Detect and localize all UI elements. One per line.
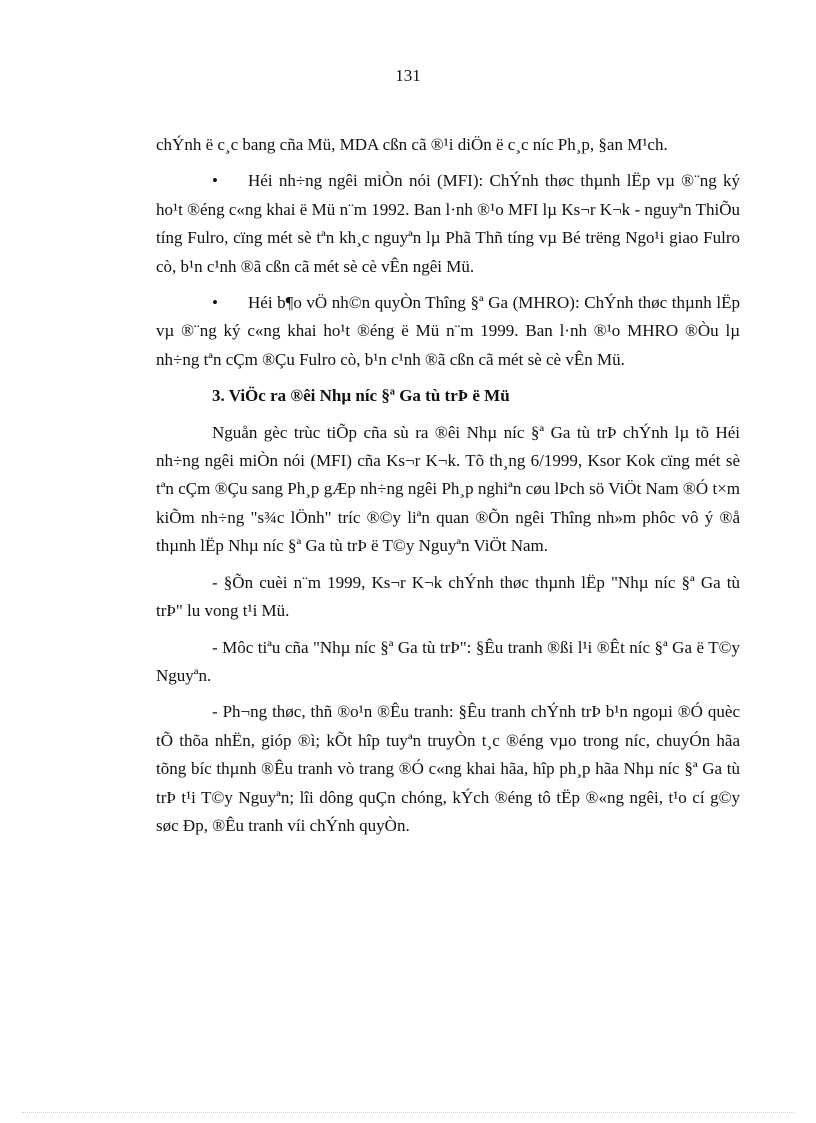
bullet-item-mfi: [156, 167, 740, 281]
paragraph-objective: - Môc tiªu cña "Nhµ níc §ª Ga tù trÞ": §Êu tranh ®ßi l¹i ®Êt níc §ª Ga ë T©y Nguyªn.: [156, 637, 740, 685]
section-heading: 3. ViÖc ra ®êi Nhµ níc §ª Ga tù trÞ ë Mü: [212, 386, 510, 406]
page-number: 131: [395, 66, 421, 85]
paragraph-origin: Nguån gèc trùc tiÕp cña sù ra ®êi Nhµ níc §ª Ga tù trÞ chÝnh lµ tõ Héi nh÷ng ngêi miÒn nói (MFI) cña Ks¬r K¬k. Tõ th¸ng 6/1999, Ksor Kok cïng mét sè tªn cÇm ®Çu sang Ph¸p gÆp nh÷ng ngêi Ph¸p nghiªn cøu lÞch sö ViÖt Nam ®Ó t×m kiÕm nh÷ng "s¾c lÖnh" tríc ®©y liªn quan ®Õn ngêi Thîng nh»m phôc vô ý ®å thµnh lËp Nhµ níc §ª Ga tù trÞ ë T©y Nguyªn ViÖt Nam.: [156, 422, 740, 556]
page-bottom-divider: [22, 1112, 794, 1113]
bullet-icon: •: [212, 293, 218, 313]
bullet-item-mhro: [156, 289, 740, 374]
document-body: [156, 131, 740, 848]
paragraph-methods: - Ph¬ng thøc, thñ ®o¹n ®Êu tranh: §Êu tranh chÝnh trÞ b¹n ngoµi ®Ó quèc tÕ thõa nhËn, gióp ®ì; kÕt hîp tuyªn truyÒn t¸c ®éng vµo trong níc, chuyÓn hãa tõng bíc thµnh ®Êu tranh vò trang ®Ó c«ng khai hãa, hîp ph¸p hãa Nhµ níc §ª Ga tù trÞ t¹i T©y Nguyªn; lîi dông quÇn chóng, kÝch ®éng tô tËp ®«ng ngêi, t¹o cí g©y søc Ðp, ®Êu tranh víi chÝnh quyÒn.: [156, 702, 740, 835]
paragraph-founding: - §Õn cuèi n¨m 1999, Ks¬r K¬k chÝnh thøc thµnh lËp "Nhµ níc §ª Ga tù trÞ" lu vong t¹i Mü.: [156, 572, 740, 621]
bullet-text: Héi nh÷ng ngêi miÒn nói (MFI): ChÝnh thøc thµnh lËp vµ ®¨ng ký ho¹t ®éng c«ng khai ë Mü n¨m 1992. Ban l·nh ®¹o MFI lµ Ks¬r K¬k - nguyªn ThiÕu tíng Fulro, cïng mét sè tªn kh¸c nguyªn lµ Phã Thñ tíng vµ Bé trëng Ngo¹i giao Fulro cò, b¹n c¹nh ®ã cßn cã mét sè cè vÊn ngêi Mü.: [156, 171, 740, 276]
bullet-icon: •: [212, 171, 218, 191]
bullet-text: Héi b¶o vÖ nh©n quyÒn Thîng §ª Ga (MHRO): ChÝnh thøc thµnh lËp vµ ®¨ng ký c«ng khai ho¹t ®éng ë Mü n¨m 1999. Ban l·nh ®¹o MHRO ®Òu lµ nh÷ng tªn cÇm ®Çu Fulro cò, b¹n c¹nh ®ã cßn cã mét sè cè vÊn Mü.: [156, 293, 740, 369]
paragraph-continuation: chÝnh ë c¸c bang cña Mü, MDA cßn cã ®¹i diÖn ë c¸c níc Ph¸p, §an M¹ch.: [156, 135, 668, 154]
